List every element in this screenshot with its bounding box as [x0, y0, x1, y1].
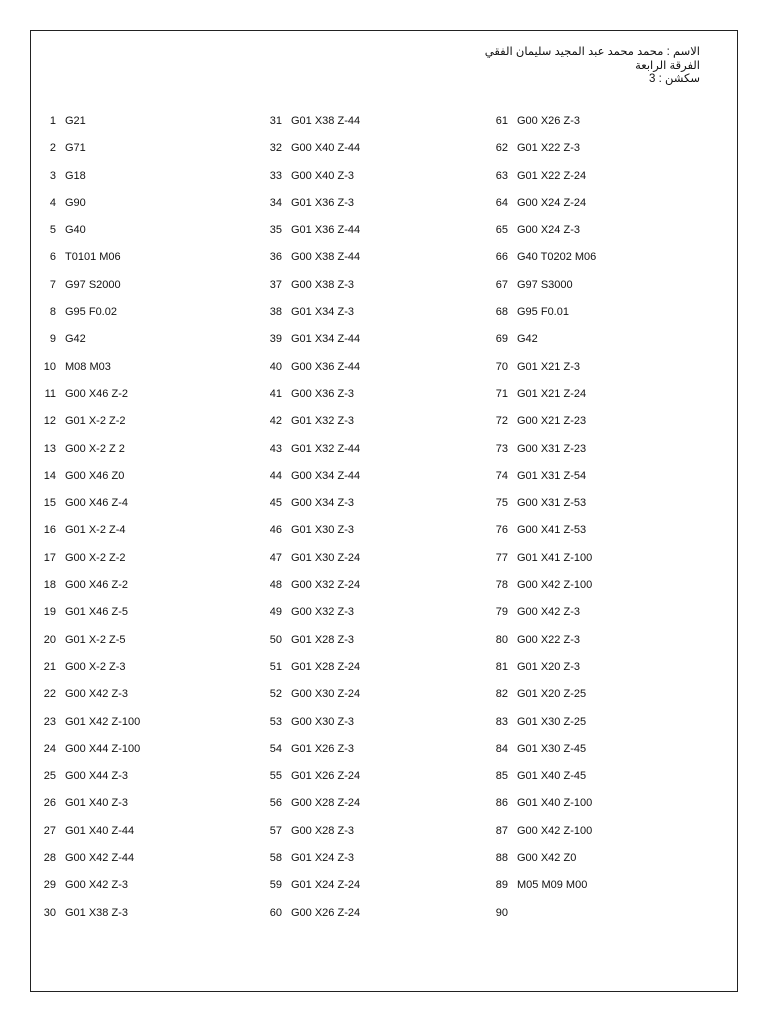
gcode-command: G01 X26 Z-3 [291, 742, 354, 755]
gcode-command: G40 [65, 224, 86, 237]
line-number: 44 [269, 469, 282, 482]
line-number: 73 [495, 442, 508, 455]
student-header [485, 46, 700, 87]
line-number: 3 [49, 169, 56, 182]
gcode-command: G00 X31 Z-23 [517, 442, 587, 455]
gcode-command: G01 X36 Z-3 [291, 196, 354, 209]
program-line [488, 387, 596, 414]
gcode-command: G01 X32 Z-3 [291, 415, 354, 428]
program-line [488, 114, 596, 141]
line-number: 14 [43, 469, 56, 482]
program-line [36, 414, 140, 441]
gcode-command: G00 X42 Z-44 [65, 852, 135, 865]
gcode-command: G01 X40 Z-100 [517, 797, 593, 810]
line-number: 46 [269, 524, 282, 537]
line-number: 84 [495, 742, 508, 755]
gcode-column-3 [488, 114, 596, 933]
gcode-command: G00 X24 Z-24 [517, 196, 587, 209]
gcode-command: G00 X41 Z-53 [517, 524, 587, 537]
gcode-command: G00 X30 Z-3 [291, 715, 354, 728]
program-line [488, 796, 596, 823]
line-number: 16 [43, 524, 56, 537]
line-number: 6 [49, 251, 56, 264]
program-line [488, 578, 596, 605]
program-line [488, 141, 596, 168]
line-number: 60 [269, 906, 282, 919]
line-number: 38 [269, 306, 282, 319]
gcode-command: G00 X42 Z0 [517, 852, 577, 865]
program-line [488, 605, 596, 632]
line-number: 87 [495, 824, 508, 837]
gcode-command: G00 X-2 Z 2 [65, 442, 125, 455]
program-line [488, 442, 596, 469]
gcode-command: G01 X-2 Z-2 [65, 415, 126, 428]
line-number: 54 [269, 742, 282, 755]
line-number: 72 [495, 415, 508, 428]
gcode-command: G97 S2000 [65, 278, 121, 291]
gcode-command: G01 X22 Z-24 [517, 169, 587, 182]
program-line [262, 387, 360, 414]
program-line [36, 278, 140, 305]
program-line [36, 851, 140, 878]
gcode-command: T0101 M06 [65, 251, 121, 264]
gcode-command: G00 X38 Z-44 [291, 251, 361, 264]
line-number: 22 [43, 688, 56, 701]
program-line [262, 305, 360, 332]
line-number: 75 [495, 497, 508, 510]
program-line [262, 824, 360, 851]
gcode-command: M08 M03 [65, 360, 111, 373]
program-line [262, 605, 360, 632]
line-number: 81 [495, 660, 508, 673]
gcode-command: G01 X30 Z-24 [291, 551, 361, 564]
program-line [36, 332, 140, 359]
line-number: 20 [43, 633, 56, 646]
line-number: 10 [43, 360, 56, 373]
program-line [262, 687, 360, 714]
program-line [36, 660, 140, 687]
gcode-command: G01 X21 Z-3 [517, 360, 580, 373]
program-line [488, 469, 596, 496]
program-line [488, 250, 596, 277]
line-number: 58 [269, 852, 282, 865]
program-line [488, 660, 596, 687]
line-number: 61 [495, 115, 508, 127]
gcode-command: G00 X34 Z-44 [291, 469, 361, 482]
line-number: 51 [269, 660, 282, 673]
line-number: 59 [269, 879, 282, 892]
program-line [262, 851, 360, 878]
program-line [488, 715, 596, 742]
gcode-command: G01 X26 Z-24 [291, 770, 361, 783]
program-line [488, 169, 596, 196]
program-line [262, 660, 360, 687]
gcode-command: G01 X41 Z-100 [517, 551, 593, 564]
line-number: 4 [49, 196, 56, 209]
program-line [36, 442, 140, 469]
program-line [36, 742, 140, 769]
program-line [262, 442, 360, 469]
line-number: 43 [269, 442, 282, 455]
gcode-column-1 [36, 114, 140, 933]
gcode-command: G01 X28 Z-3 [291, 633, 354, 646]
line-number: 77 [495, 551, 508, 564]
program-line [262, 906, 360, 933]
line-number: 37 [269, 278, 282, 291]
program-line [262, 250, 360, 277]
gcode-command: G00 X36 Z-3 [291, 387, 354, 400]
line-number: 70 [495, 360, 508, 373]
gcode-command: G97 S3000 [517, 278, 573, 291]
program-line [36, 578, 140, 605]
program-line [36, 906, 140, 933]
line-number: 69 [495, 333, 508, 346]
program-line [488, 360, 596, 387]
program-line [262, 551, 360, 578]
line-number: 68 [495, 306, 508, 319]
line-number: 52 [269, 688, 282, 701]
program-line [262, 469, 360, 496]
line-number: 30 [43, 906, 56, 919]
line-number: 26 [43, 797, 56, 810]
gcode-command: G01 X42 Z-100 [65, 715, 141, 728]
gcode-command: G01 X22 Z-3 [517, 142, 580, 155]
gcode-command: G01 X30 Z-3 [291, 524, 354, 537]
program-line [36, 496, 140, 523]
line-number: 78 [495, 579, 508, 592]
gcode-command: G00 X46 Z0 [65, 469, 125, 482]
gcode-command: G01 X40 Z-45 [517, 770, 587, 783]
line-number: 53 [269, 715, 282, 728]
program-line [36, 633, 140, 660]
line-number: 32 [269, 142, 282, 155]
program-line [262, 633, 360, 660]
line-number: 19 [43, 606, 56, 619]
student-section-line: سكشن : 3 [649, 73, 700, 85]
gcode-command: G42 [65, 333, 86, 346]
program-line [36, 796, 140, 823]
line-number: 45 [269, 497, 282, 510]
gcode-command: G01 X36 Z-44 [291, 224, 361, 237]
gcode-command: G00 X44 Z-3 [65, 770, 128, 783]
gcode-command: G00 X42 Z-3 [65, 688, 128, 701]
program-line [36, 769, 140, 796]
gcode-command: G01 X30 Z-45 [517, 742, 587, 755]
program-line [262, 715, 360, 742]
gcode-command: G00 X21 Z-23 [517, 415, 587, 428]
line-number: 86 [495, 797, 508, 810]
line-number: 33 [269, 169, 282, 182]
gcode-command: G01 X40 Z-3 [65, 797, 128, 810]
program-line [36, 605, 140, 632]
gcode-command: G00 X24 Z-3 [517, 224, 580, 237]
program-line [262, 360, 360, 387]
program-line [262, 114, 360, 141]
gcode-command: G00 X42 Z-100 [517, 579, 593, 592]
program-line [36, 824, 140, 851]
line-number: 17 [43, 551, 56, 564]
program-line [262, 496, 360, 523]
program-line [36, 469, 140, 496]
gcode-command: G21 [65, 115, 86, 127]
gcode-command: G01 X46 Z-5 [65, 606, 128, 619]
gcode-command: G00 X26 Z-3 [517, 115, 580, 127]
gcode-command: G01 X24 Z-3 [291, 852, 354, 865]
gcode-command: G00 X38 Z-3 [291, 278, 354, 291]
gcode-column-2 [262, 114, 360, 933]
gcode-command: G00 X46 Z-4 [65, 497, 128, 510]
gcode-command: G01 X28 Z-24 [291, 660, 361, 673]
program-line [262, 414, 360, 441]
program-line [488, 878, 596, 905]
gcode-command: G42 [517, 333, 538, 346]
gcode-command: G00 X46 Z-2 [65, 387, 128, 400]
program-line [488, 551, 596, 578]
program-line [488, 906, 596, 933]
program-line [488, 523, 596, 550]
program-line [36, 169, 140, 196]
program-line [262, 278, 360, 305]
program-line [36, 551, 140, 578]
line-number: 2 [49, 142, 56, 155]
program-line [262, 796, 360, 823]
line-number: 85 [495, 770, 508, 783]
program-line [36, 141, 140, 168]
gcode-command: G00 X40 Z-3 [291, 169, 354, 182]
program-line [262, 769, 360, 796]
line-number: 83 [495, 715, 508, 728]
program-line [488, 769, 596, 796]
line-number: 13 [43, 442, 56, 455]
gcode-command: G00 X42 Z-3 [65, 879, 128, 892]
program-line [262, 196, 360, 223]
line-number: 29 [43, 879, 56, 892]
line-number: 27 [43, 824, 56, 837]
line-number: 82 [495, 688, 508, 701]
gcode-command: G71 [65, 142, 86, 155]
line-number: 35 [269, 224, 282, 237]
gcode-command: G00 X40 Z-44 [291, 142, 361, 155]
gcode-command: G01 X21 Z-24 [517, 387, 587, 400]
program-line [36, 687, 140, 714]
line-number: 11 [44, 387, 56, 400]
program-line [488, 332, 596, 359]
line-number: 28 [43, 852, 56, 865]
program-line [36, 360, 140, 387]
program-line [488, 223, 596, 250]
line-number: 41 [269, 387, 282, 400]
gcode-command: G01 X31 Z-54 [517, 469, 587, 482]
program-line [36, 250, 140, 277]
line-number: 74 [495, 469, 508, 482]
program-line [262, 523, 360, 550]
gcode-command: G01 X40 Z-44 [65, 824, 135, 837]
gcode-command: G01 X30 Z-25 [517, 715, 587, 728]
program-line [488, 633, 596, 660]
line-number: 24 [43, 742, 56, 755]
line-number: 9 [49, 333, 56, 346]
line-number: 7 [49, 278, 56, 291]
program-line [262, 878, 360, 905]
program-line [488, 687, 596, 714]
program-line [36, 878, 140, 905]
line-number: 90 [495, 906, 508, 919]
program-line [488, 305, 596, 332]
line-number: 62 [495, 142, 508, 155]
line-number: 50 [269, 633, 282, 646]
gcode-command: G00 X32 Z-24 [291, 579, 361, 592]
gcode-command: G00 X31 Z-53 [517, 497, 587, 510]
line-number: 39 [269, 333, 282, 346]
line-number: 18 [43, 579, 56, 592]
gcode-command: G00 X-2 Z-3 [65, 660, 126, 673]
gcode-command: G00 X42 Z-3 [517, 606, 580, 619]
gcode-command: G00 X46 Z-2 [65, 579, 128, 592]
gcode-command: G18 [65, 169, 86, 182]
program-line [36, 715, 140, 742]
line-number: 64 [495, 196, 508, 209]
line-number: 88 [495, 852, 508, 865]
program-line [36, 387, 140, 414]
line-number: 36 [269, 251, 282, 264]
gcode-command: G00 X36 Z-44 [291, 360, 361, 373]
line-number: 63 [495, 169, 508, 182]
gcode-command: G01 X34 Z-44 [291, 333, 361, 346]
line-number: 42 [269, 415, 282, 428]
program-line [262, 578, 360, 605]
student-name-line: الاسم : محمد محمد عبد المجيد سليمان الفقي [484, 46, 700, 58]
gcode-command: G00 X28 Z-3 [291, 824, 354, 837]
gcode-command: G00 X22 Z-3 [517, 633, 580, 646]
program-line [488, 851, 596, 878]
line-number: 66 [495, 251, 508, 264]
line-number: 8 [49, 306, 56, 319]
program-line [488, 196, 596, 223]
gcode-command: G00 X-2 Z-2 [65, 551, 126, 564]
program-line [488, 496, 596, 523]
gcode-command: G00 X28 Z-24 [291, 797, 361, 810]
gcode-command: G00 X30 Z-24 [291, 688, 361, 701]
program-line [262, 223, 360, 250]
gcode-command: G95 F0.02 [65, 306, 117, 319]
gcode-command: G00 X26 Z-24 [291, 906, 361, 919]
gcode-command: M05 M09 M00 [517, 879, 588, 892]
program-line [488, 278, 596, 305]
gcode-command: G01 X20 Z-25 [517, 688, 587, 701]
gcode-command: G01 X-2 Z-4 [65, 524, 126, 537]
line-number: 71 [495, 387, 508, 400]
line-number: 47 [269, 551, 282, 564]
line-number: 89 [495, 879, 508, 892]
line-number: 1 [49, 115, 56, 127]
program-line [36, 523, 140, 550]
gcode-command: G40 T0202 M06 [517, 251, 597, 264]
gcode-command: G01 X32 Z-44 [291, 442, 361, 455]
program-line [36, 223, 140, 250]
line-number: 21 [43, 660, 56, 673]
program-line [36, 114, 140, 141]
line-number: 56 [269, 797, 282, 810]
gcode-command: G00 X44 Z-100 [65, 742, 141, 755]
gcode-command: G01 X20 Z-3 [517, 660, 580, 673]
line-number: 76 [495, 524, 508, 537]
gcode-command: G00 X42 Z-100 [517, 824, 593, 837]
line-number: 65 [495, 224, 508, 237]
line-number: 48 [269, 579, 282, 592]
program-line [36, 305, 140, 332]
line-number: 49 [269, 606, 282, 619]
line-number: 5 [49, 224, 56, 237]
line-number: 57 [269, 824, 282, 837]
line-number: 31 [269, 115, 282, 127]
program-line [488, 824, 596, 851]
gcode-command: G01 X38 Z-44 [291, 115, 361, 127]
line-number: 40 [269, 360, 282, 373]
line-number: 80 [495, 633, 508, 646]
gcode-command: G95 F0.01 [517, 306, 569, 319]
program-line [36, 196, 140, 223]
line-number: 34 [269, 196, 282, 209]
gcode-command: G00 X34 Z-3 [291, 497, 354, 510]
gcode-command: G90 [65, 196, 86, 209]
program-line [262, 141, 360, 168]
gcode-command: G00 X32 Z-3 [291, 606, 354, 619]
student-year-line: الفرقة الرابعة [635, 59, 700, 72]
line-number: 12 [43, 415, 56, 428]
gcode-command: G01 X38 Z-3 [65, 906, 128, 919]
gcode-command: G01 X24 Z-24 [291, 879, 361, 892]
program-line [488, 414, 596, 441]
line-number: 15 [43, 497, 56, 510]
program-line [262, 169, 360, 196]
line-number: 25 [43, 770, 56, 783]
program-line [262, 332, 360, 359]
gcode-command: G01 X34 Z-3 [291, 306, 354, 319]
gcode-command: G01 X-2 Z-5 [65, 633, 126, 646]
line-number: 23 [43, 715, 56, 728]
program-line [488, 742, 596, 769]
line-number: 55 [269, 770, 282, 783]
line-number: 79 [495, 606, 508, 619]
program-line [262, 742, 360, 769]
line-number: 67 [495, 278, 508, 291]
